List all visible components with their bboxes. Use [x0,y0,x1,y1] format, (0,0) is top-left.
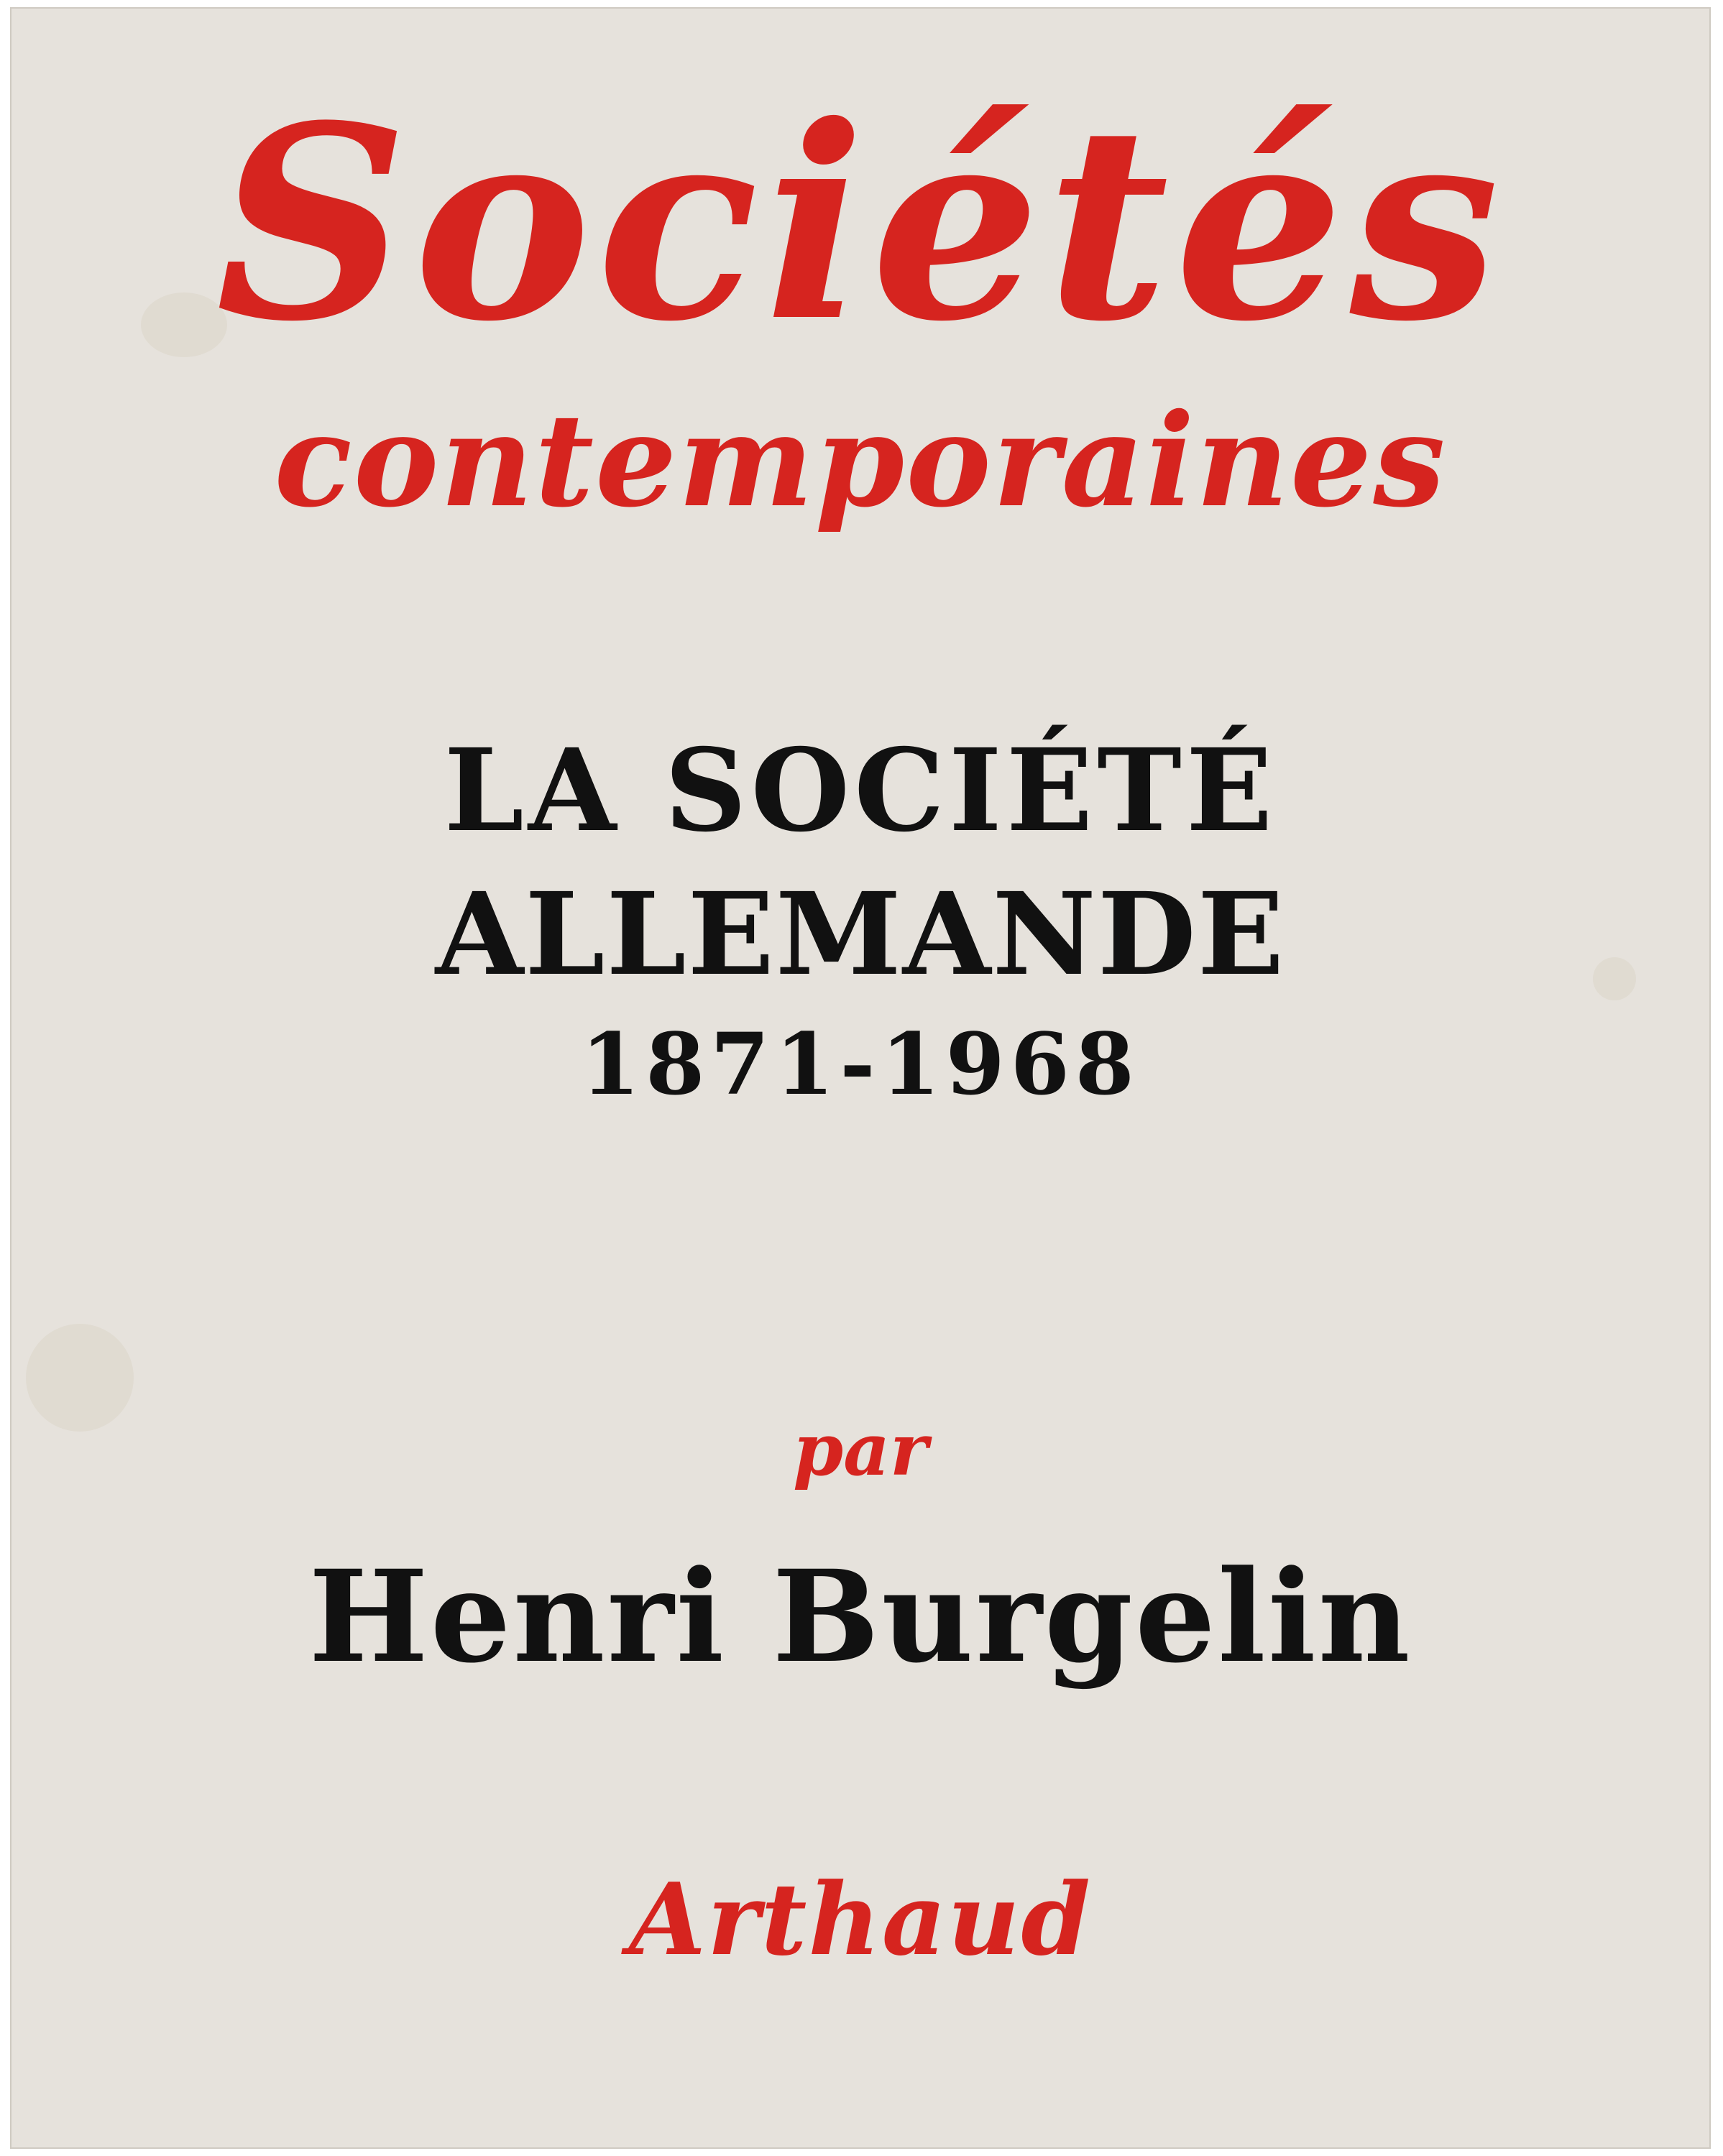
series-title: Sociétés [216,68,1505,380]
publisher-name: Arthaud [628,1861,1093,1978]
book-title-line-2: ALLEMANDE [435,868,1286,1001]
series-subtitle: contemporaines [274,385,1447,535]
author-name: Henri Burgelin [308,1542,1412,1691]
book-title-line-1: LA SOCIÉTÉ [444,724,1277,857]
book-cover [10,7,1711,2149]
by-label: par [793,1407,928,1492]
book-years: 1871-1968 [581,1014,1140,1114]
